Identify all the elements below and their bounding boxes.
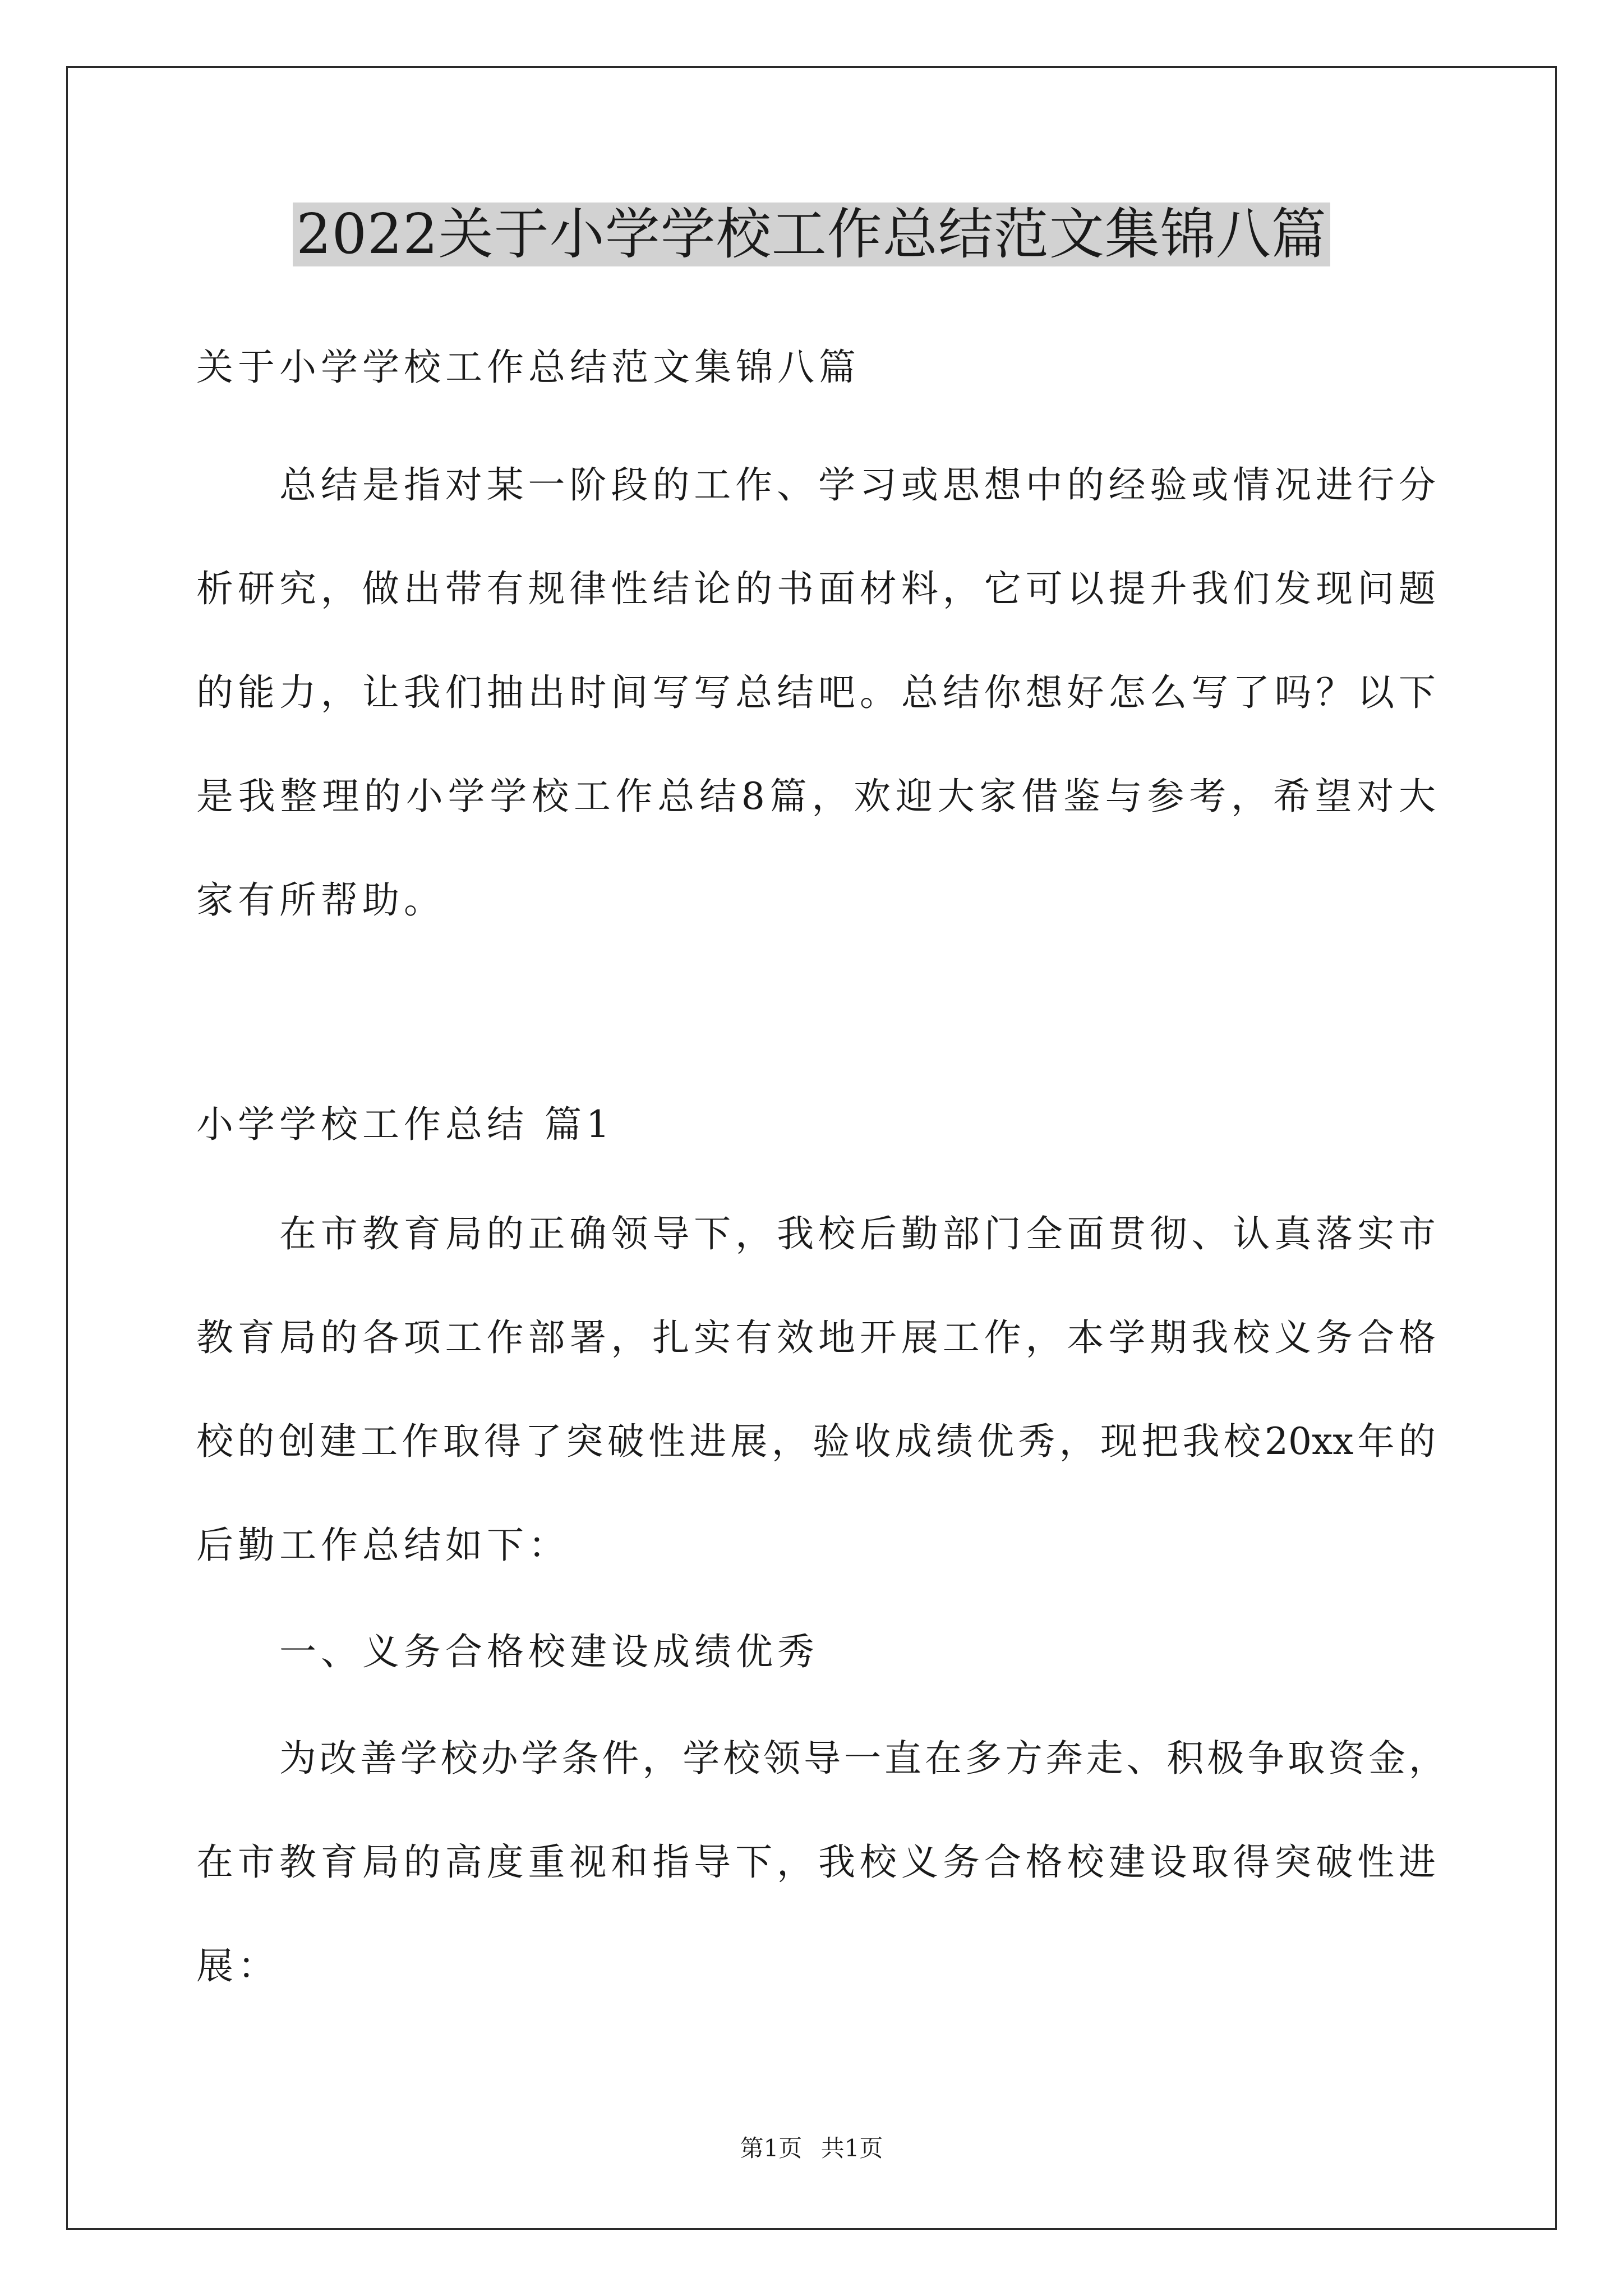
section-paragraph-line-4: 后勤工作总结如下： bbox=[196, 1524, 570, 1567]
page-footer bbox=[0, 2132, 1623, 2165]
section-paragraph-line-3: 校的创建工作取得了突破性进展，验收成绩优秀，现把我校20xx年的 bbox=[196, 1420, 1436, 1463]
subsection-paragraph-line-3: 展： bbox=[196, 1944, 279, 1987]
document-title bbox=[0, 195, 1623, 274]
page-border bbox=[66, 66, 1557, 2230]
subsection-paragraph-line-2: 在市教育局的高度重视和指导下，我校义务合格校建设取得突破性进 bbox=[196, 1841, 1436, 1884]
intro-paragraph-line-2: 析研究，做出带有规律性结论的书面材料，它可以提升我们发现问题 bbox=[196, 567, 1436, 610]
page-total: 共1页 bbox=[820, 2134, 883, 2162]
subtitle-line: 关于小学学校工作总结范文集锦八篇 bbox=[196, 346, 860, 389]
section-paragraph-line-1: 在市教育局的正确领导下，我校后勤部门全面贯彻、认真落实市 bbox=[279, 1212, 1436, 1255]
document-title-text: 2022关于小学学校工作总结范文集锦八篇 bbox=[293, 203, 1330, 266]
intro-paragraph-line-3: 的能力，让我们抽出时间写写总结吧。总结你想好怎么写了吗？以下 bbox=[196, 671, 1436, 714]
page-number: 第1页 bbox=[740, 2134, 803, 2162]
subsection-paragraph-line-1: 为改善学校办学条件，学校领导一直在多方奔走、积极争取资金， bbox=[279, 1737, 1446, 1780]
subheading-1: 一、义务合格校建设成绩优秀 bbox=[279, 1630, 819, 1673]
intro-paragraph-line-1: 总结是指对某一阶段的工作、学习或思想中的经验或情况进行分 bbox=[279, 463, 1436, 507]
intro-paragraph-line-5: 家有所帮助。 bbox=[196, 878, 445, 922]
section-paragraph-line-2: 教育局的各项工作部署，扎实有效地开展工作，本学期我校义务合格 bbox=[196, 1316, 1436, 1359]
section-heading: 小学学校工作总结 篇1 bbox=[196, 1103, 614, 1146]
intro-paragraph-line-4: 是我整理的小学学校工作总结8篇，欢迎大家借鉴与参考，希望对大 bbox=[196, 775, 1436, 818]
